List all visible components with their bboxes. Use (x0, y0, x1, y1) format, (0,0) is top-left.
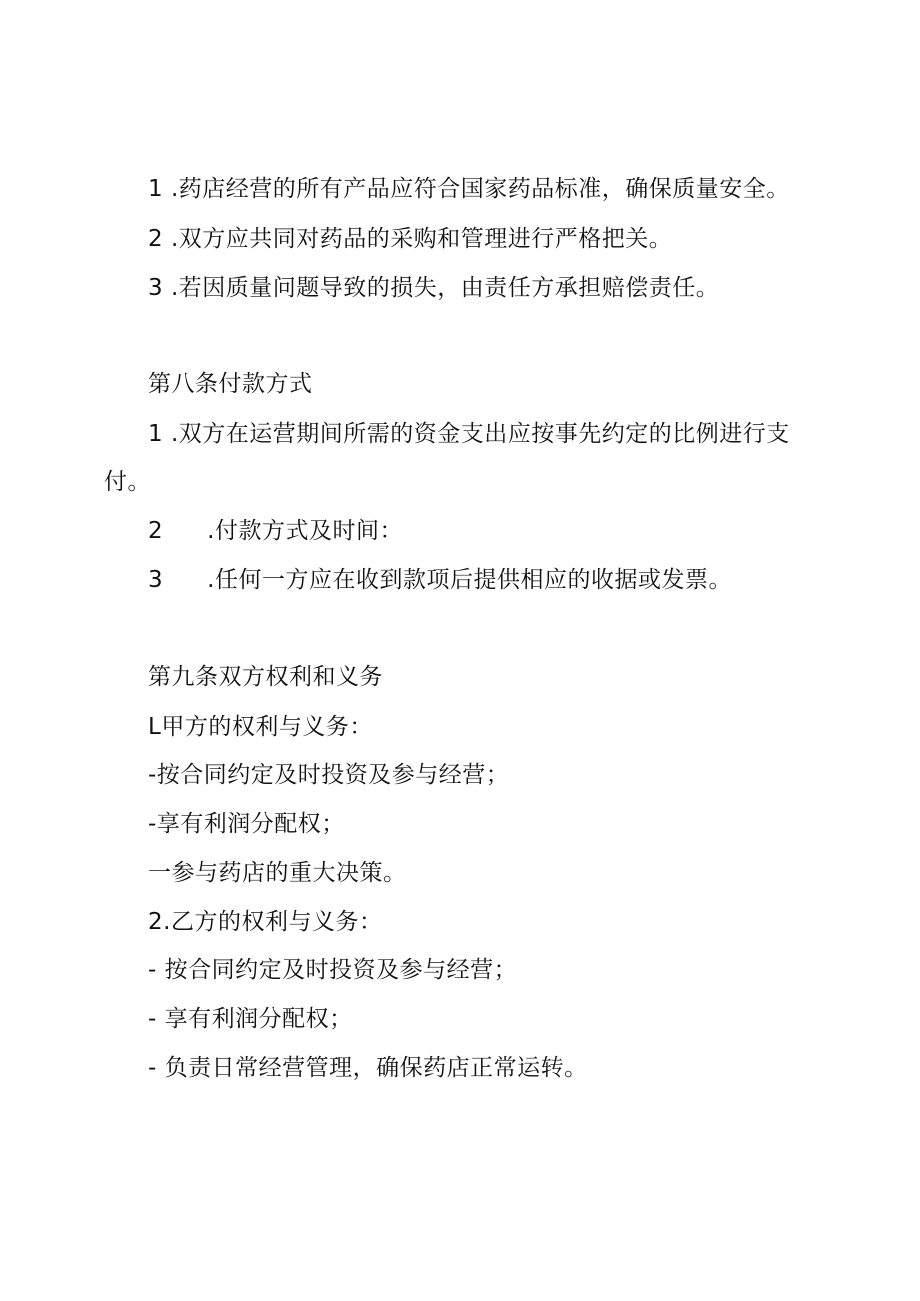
item-number: 1 (148, 421, 164, 447)
item-number: 3 (148, 567, 164, 593)
quality-item-2 (148, 224, 672, 254)
item-text: .若因质量问题导致的损失，由责任方承担赔偿责任。 (170, 275, 720, 301)
payment-item-1 (148, 419, 790, 449)
item-text: .任何一方应在收到款项后提供相应的收据或发票。 (207, 567, 732, 593)
item-text: .付款方式及时间： (207, 518, 403, 544)
item-number: 3 (148, 275, 164, 301)
quality-item-1 (148, 174, 790, 204)
item-text: .双方在运营期间所需的资金支出应按事先约定的比例进行支 (170, 421, 790, 447)
party-a-title: L甲方的权利与义务： (148, 714, 373, 740)
party-a-item-3: 一参与药店的重大决策。 (148, 860, 407, 886)
party-b-title: 2.乙方的权利与义务： (148, 909, 383, 935)
payment-item-2 (148, 516, 403, 546)
item-text: .药店经营的所有产品应符合国家药品标准，确保质量安全。 (170, 176, 790, 202)
quality-item-3 (148, 273, 719, 303)
item-number: 1 (148, 176, 164, 202)
item-text: .双方应共同对药品的采购和管理进行严格把关。 (170, 226, 673, 252)
payment-item-1-continuation: 付。 (104, 469, 151, 495)
payment-item-3 (148, 565, 732, 595)
section-heading-payment: 第八条付款方式 (148, 371, 313, 397)
party-b-item-3: - 负责日常经营管理，确保药店正常运转。 (148, 1055, 588, 1081)
item-number: 2 (148, 226, 164, 252)
section-heading-rights: 第九条双方权利和义务 (148, 664, 383, 690)
party-b-item-1: - 按合同约定及时投资及参与经营； (148, 957, 518, 983)
party-a-item-1: -按合同约定及时投资及参与经营； (148, 762, 510, 788)
party-b-item-2: - 享有利润分配权； (148, 1006, 353, 1032)
item-number: 2 (148, 518, 164, 544)
party-a-item-2: -享有利润分配权； (148, 811, 345, 837)
